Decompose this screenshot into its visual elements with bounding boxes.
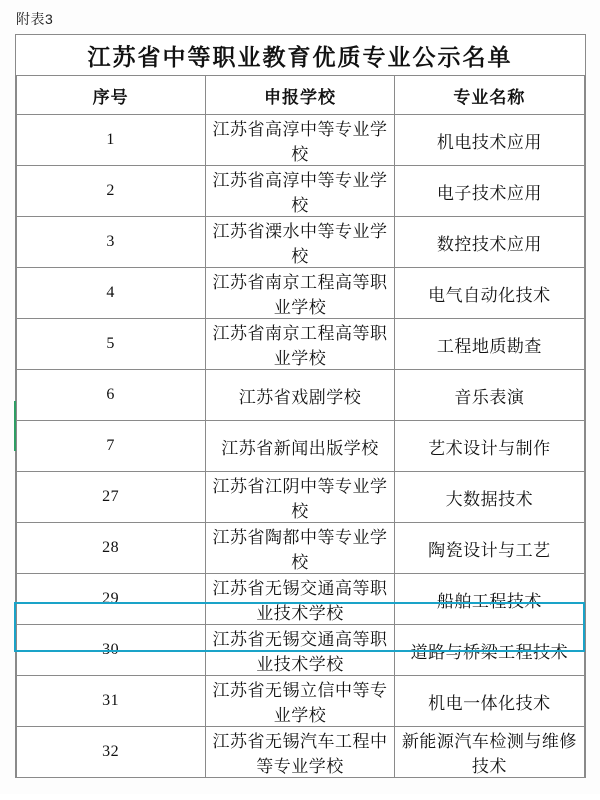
row-major: 音乐表演 [395, 370, 584, 421]
row-major: 电气自动化技术 [395, 268, 584, 319]
row-school: 江苏省南京工程高等职业学校 [205, 268, 394, 319]
row-major: 船舶工程技术 [395, 574, 584, 625]
table-row [16, 676, 584, 727]
row-school: 江苏省南京工程高等职业学校 [205, 319, 394, 370]
row-school: 江苏省无锡汽车工程中等专业学校 [205, 727, 394, 778]
column-header-no: 序号 [16, 76, 205, 115]
row-major: 新能源汽车检测与维修技术 [395, 727, 584, 778]
row-no: 32 [16, 727, 205, 778]
document-title: 江苏省中等职业教育优质专业公示名单 [16, 35, 584, 76]
listing-table-container [15, 34, 586, 778]
row-major: 机电技术应用 [395, 115, 584, 166]
row-no: 7 [16, 421, 205, 472]
row-no: 3 [16, 217, 205, 268]
row-school: 江苏省无锡立信中等专业学校 [205, 676, 394, 727]
row-school: 江苏省戏剧学校 [205, 370, 394, 421]
table-row-highlighted [16, 574, 584, 625]
table-row [16, 727, 584, 778]
title-row [16, 35, 584, 76]
table-row [16, 625, 584, 676]
table-row [16, 268, 584, 319]
attachment-label: 附表3 [16, 11, 54, 27]
row-no: 28 [16, 523, 205, 574]
row-major: 道路与桥梁工程技术 [395, 625, 584, 676]
row-no: 29 [16, 574, 205, 625]
table-row [16, 115, 584, 166]
table-row [16, 523, 584, 574]
table-row [16, 370, 584, 421]
row-school: 江苏省新闻出版学校 [205, 421, 394, 472]
table-row [16, 319, 584, 370]
row-major: 陶瓷设计与工艺 [395, 523, 584, 574]
row-no: 4 [16, 268, 205, 319]
table-row [16, 217, 584, 268]
column-header-major: 专业名称 [395, 76, 584, 115]
row-no: 31 [16, 676, 205, 727]
table-row [16, 166, 584, 217]
row-no: 1 [16, 115, 205, 166]
listing-table [16, 35, 585, 778]
row-major: 工程地质勘查 [395, 319, 584, 370]
row-school: 江苏省陶都中等专业学校 [205, 523, 394, 574]
row-major: 机电一体化技术 [395, 676, 584, 727]
row-school: 江苏省无锡交通高等职业技术学校 [205, 574, 394, 625]
table-row [16, 472, 584, 523]
row-major: 电子技术应用 [395, 166, 584, 217]
row-no: 2 [16, 166, 205, 217]
row-no: 30 [16, 625, 205, 676]
table-row [16, 421, 584, 472]
row-major: 艺术设计与制作 [395, 421, 584, 472]
row-major: 数控技术应用 [395, 217, 584, 268]
row-no: 27 [16, 472, 205, 523]
row-major: 大数据技术 [395, 472, 584, 523]
row-school: 江苏省无锡交通高等职业技术学校 [205, 625, 394, 676]
row-school: 江苏省高淳中等专业学校 [205, 115, 394, 166]
row-school: 江苏省溧水中等专业学校 [205, 217, 394, 268]
column-header-school: 申报学校 [205, 76, 394, 115]
page-bottom-edge [0, 794, 600, 800]
header-row [16, 76, 584, 115]
row-no: 6 [16, 370, 205, 421]
row-no: 5 [16, 319, 205, 370]
row-school: 江苏省高淳中等专业学校 [205, 166, 394, 217]
row-school: 江苏省江阴中等专业学校 [205, 472, 394, 523]
